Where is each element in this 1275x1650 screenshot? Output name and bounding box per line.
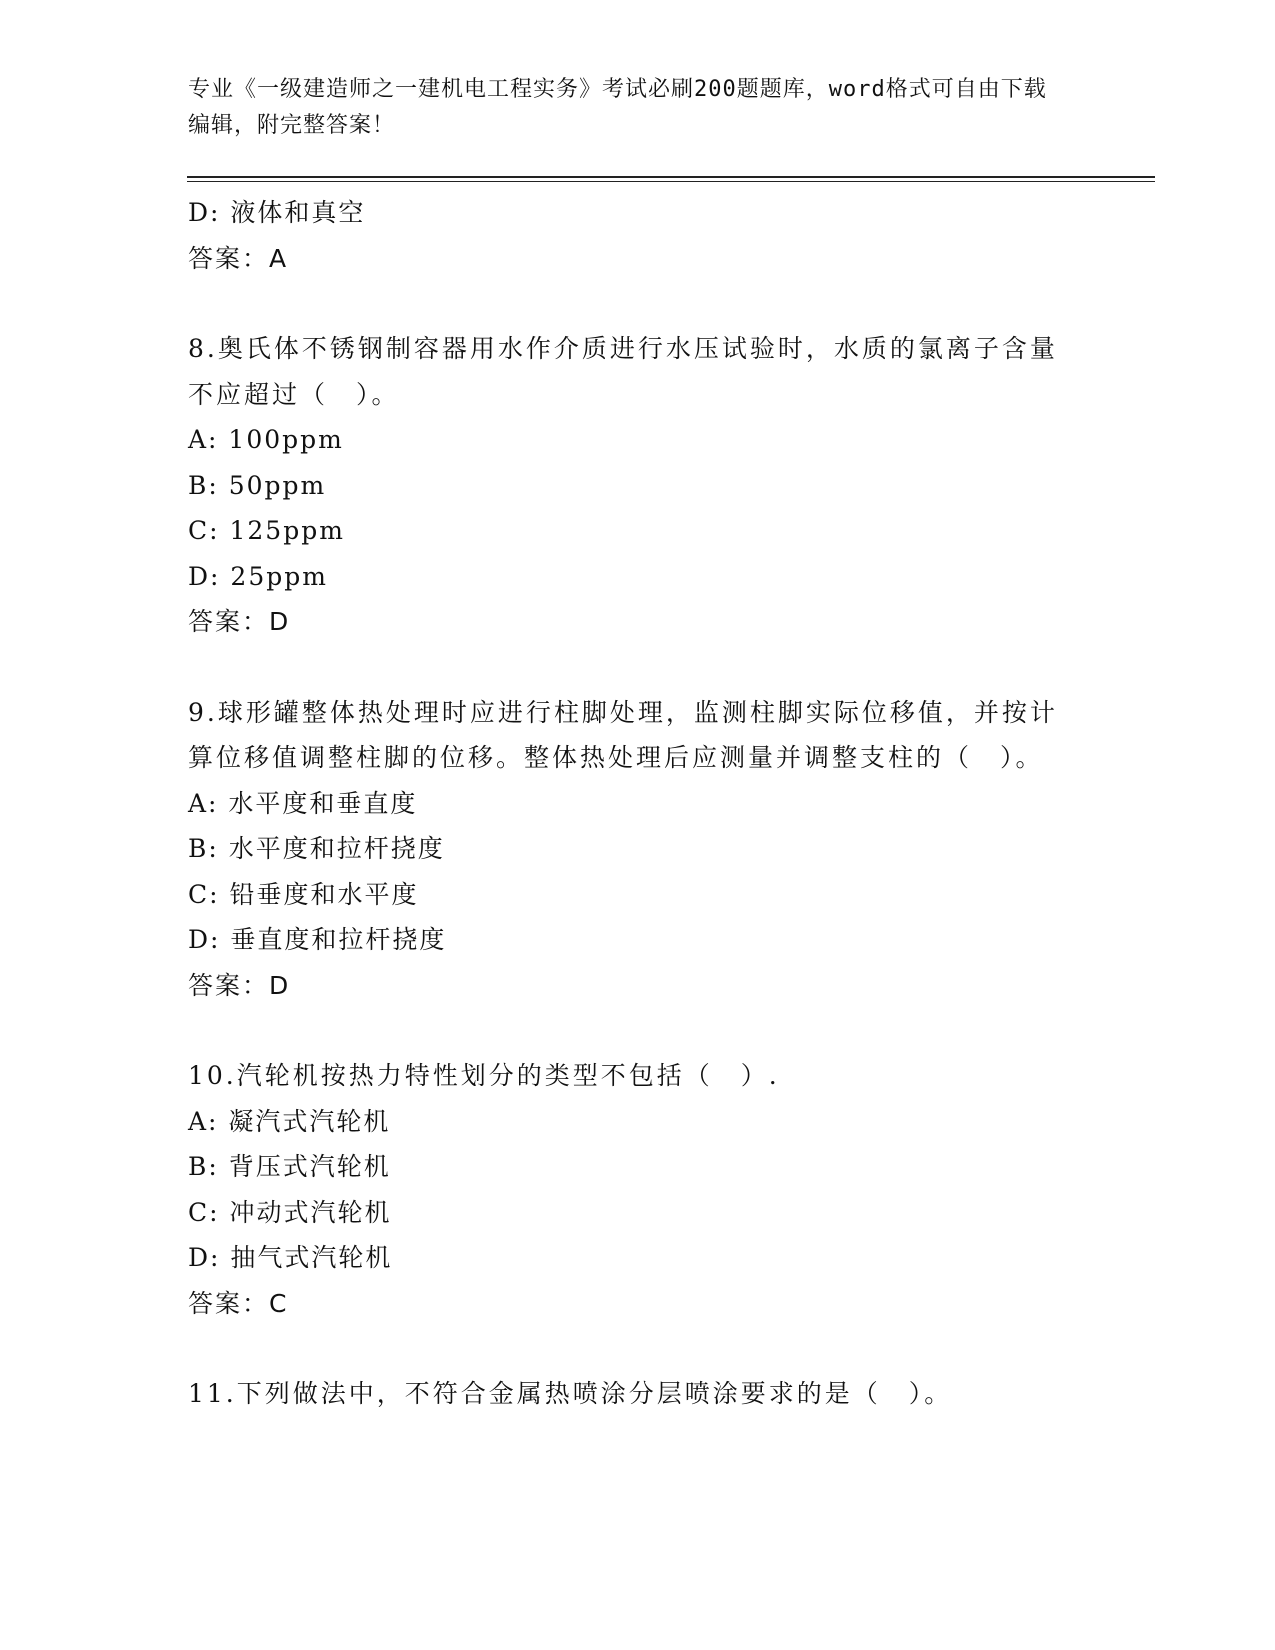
option-c: C: 铅垂度和水平度 [188,879,419,909]
question-text: 9.球形罐整体热处理时应进行柱脚处理，监测柱脚实际位移值，并按计算位移值调整柱脚的位移。整体热处理后应测量并调整支柱的（ ）。 [188,697,1058,772]
option-b: B: 50ppm [188,470,327,500]
page-header: 专业《一级建造师之一建机电工程实务》考试必刷200题题库，word格式可自由下载编辑，附完整答案！ [188,77,1047,138]
spacer [188,1326,1068,1371]
question-text: 10.汽轮机按热力特性划分的类型不包括（ ）. [188,1061,780,1090]
option-d: D: 25ppm [188,561,328,591]
question-10 [188,1053,1068,1326]
question-8 [188,326,1068,645]
option-a: A: 100ppm [188,425,344,454]
question-7-tail [188,190,1068,281]
spacer [188,1008,1068,1053]
option-c: C: 冲动式汽轮机 [188,1197,392,1227]
header-rule-thick [187,176,1155,178]
answer-line: 答案：A [188,243,289,273]
option-a: A: 凝汽式汽轮机 [188,1106,391,1136]
option-a: A: 水平度和垂直度 [188,788,418,818]
spacer [188,281,1068,326]
question-9 [188,690,1068,1009]
question-text: 11.下列做法中，不符合金属热喷涂分层喷涂要求的是（ ）。 [188,1379,953,1408]
option-d: D: 抽气式汽轮机 [188,1243,393,1272]
question-11 [188,1371,1068,1417]
option-b: B: 水平度和拉杆挠度 [188,834,445,863]
option-d: D: 液体和真空 [188,198,366,227]
answer-line: 答案：D [188,607,291,636]
option-d: D: 垂直度和拉杆挠度 [188,925,447,954]
option-b: B: 背压式汽轮机 [188,1152,391,1181]
header-rule-thin [187,181,1155,182]
spacer [188,645,1068,690]
answer-line: 答案：D [188,970,291,1000]
question-text: 8.奥氏体不锈钢制容器用水作介质进行水压试验时，水质的氯离子含量不应超过（ ）。 [188,334,1058,409]
answer-line: 答案：C [188,1288,289,1318]
option-c: C: 125ppm [188,516,345,545]
document-body [188,190,1068,1417]
